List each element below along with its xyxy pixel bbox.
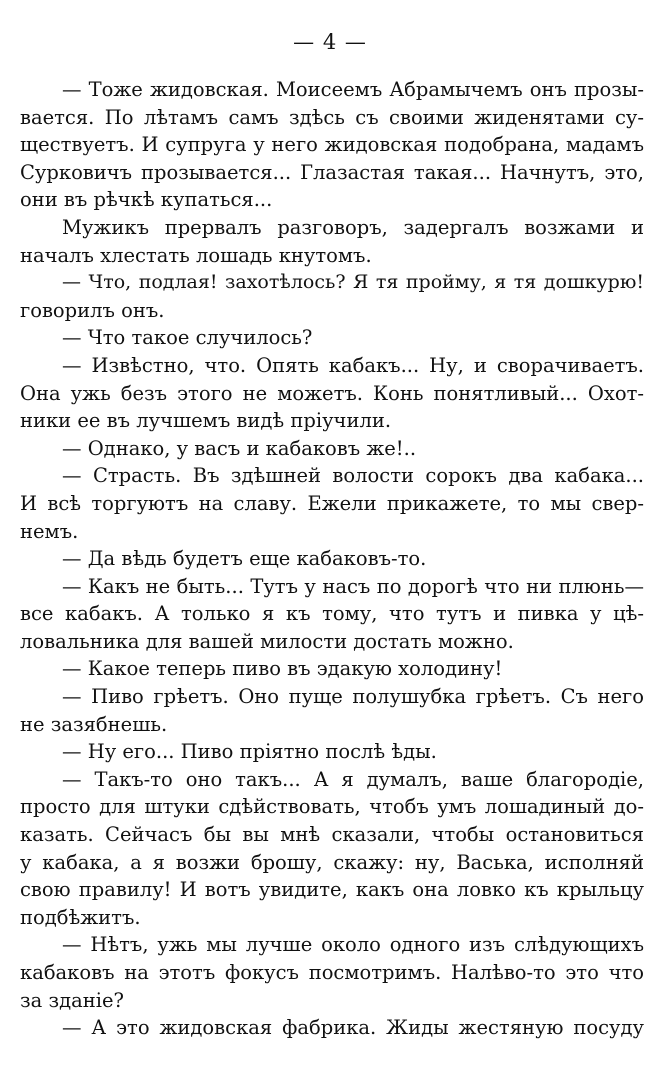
text-line: Мужикъ прервалъ разговоръ, задергалъ возжами и bbox=[62, 215, 644, 239]
text-line: подбѣжитъ. bbox=[20, 905, 141, 929]
text-line: — Пиво грѣетъ. Оно пуще полушубка грѣетъ. Съ него bbox=[62, 685, 644, 709]
text-line: они въ рѣчкѣ купаться... bbox=[20, 188, 273, 212]
text-line: — Страсть. Въ здѣшней волости сорокъ два кабака... bbox=[62, 464, 644, 488]
text-line: началъ хлестать лошадь кнутомъ. bbox=[20, 243, 372, 267]
text-line: не зазябнешь. bbox=[20, 712, 168, 736]
text-line: — Да вѣдь будетъ еще кабаковъ-то. bbox=[62, 547, 427, 571]
text-line: ществуетъ. И супруга у него жидовская подобрана, мадамъ bbox=[20, 133, 644, 157]
text-line: — А это жидовская фабрика. Жиды жестяную посуду bbox=[62, 1016, 644, 1040]
text-line: — Какъ не быть... Тутъ у насъ по дорогѣ что ни плюнь— bbox=[62, 574, 644, 598]
page-number: — 4 — bbox=[293, 30, 367, 54]
text-line: вается. По лѣтамъ самъ здѣсь съ своими жиденятами су- bbox=[20, 105, 644, 129]
text-line: Она ужь безъ этого не можетъ. Конь понятливый... Охот- bbox=[20, 381, 644, 405]
text-line: ники ее въ лучшемъ видѣ пріучили. bbox=[20, 409, 392, 433]
text-line: — Нѣтъ, ужь мы лучше около одного изъ слѣдующихъ bbox=[62, 933, 644, 957]
text-line: кабаковъ на этотъ фокусъ посмотримъ. Налѣво-то это что bbox=[20, 961, 644, 984]
text-line: говорилъ онъ. bbox=[20, 298, 165, 322]
text-line: казать. Сейчасъ бы вы мнѣ сказали, чтобы остановиться bbox=[20, 823, 644, 847]
text-line: Сурковичъ прозывается... Глазастая такая... Начнутъ, это, bbox=[20, 160, 644, 184]
text-line: — Такъ-то оно такъ... А я думалъ, ваше благородіе, bbox=[62, 767, 644, 791]
text-line: — Какое теперь пиво въ эдакую холодину! bbox=[62, 657, 503, 681]
text-line: свою правилу! И вотъ увидите, какъ она ловко къ крыльцу bbox=[20, 878, 644, 902]
text-line: — Что, подлая! захотѣлось? Я тя пройму, я тя дошкурю! bbox=[62, 271, 644, 294]
text-line: — Тоже жидовская. Моисеемъ Абрамычемъ онъ прозы- bbox=[62, 78, 644, 101]
text-line: просто для штуки сдѣйствовать, чтобъ умъ лошадиный до- bbox=[20, 795, 644, 819]
text-line: — Извѣстно, что. Опять кабакъ... Ну, и сворачиваетъ. bbox=[62, 353, 644, 377]
text-line: все кабакъ. А только я къ тому, что тутъ и пивка у цѣ- bbox=[20, 602, 644, 626]
text-line: за зданіе? bbox=[20, 988, 124, 1012]
text-line: у кабака, а я возжи брошу, скажу: ну, Васька, исполняй bbox=[20, 850, 644, 874]
text-line: — Что такое случилось? bbox=[62, 326, 313, 350]
text-line: И всѣ торгуютъ на славу. Ежели прикажете, то мы свер- bbox=[20, 491, 644, 515]
text-line: немъ. bbox=[20, 519, 79, 543]
body-text bbox=[20, 76, 644, 1042]
text-line: — Ну его... Пиво пріятно послѣ ѣды. bbox=[62, 740, 437, 764]
text-line: — Однако, у васъ и кабаковъ же!.. bbox=[62, 436, 417, 460]
text-line: ловальника для вашей милости достать можно. bbox=[20, 629, 514, 653]
